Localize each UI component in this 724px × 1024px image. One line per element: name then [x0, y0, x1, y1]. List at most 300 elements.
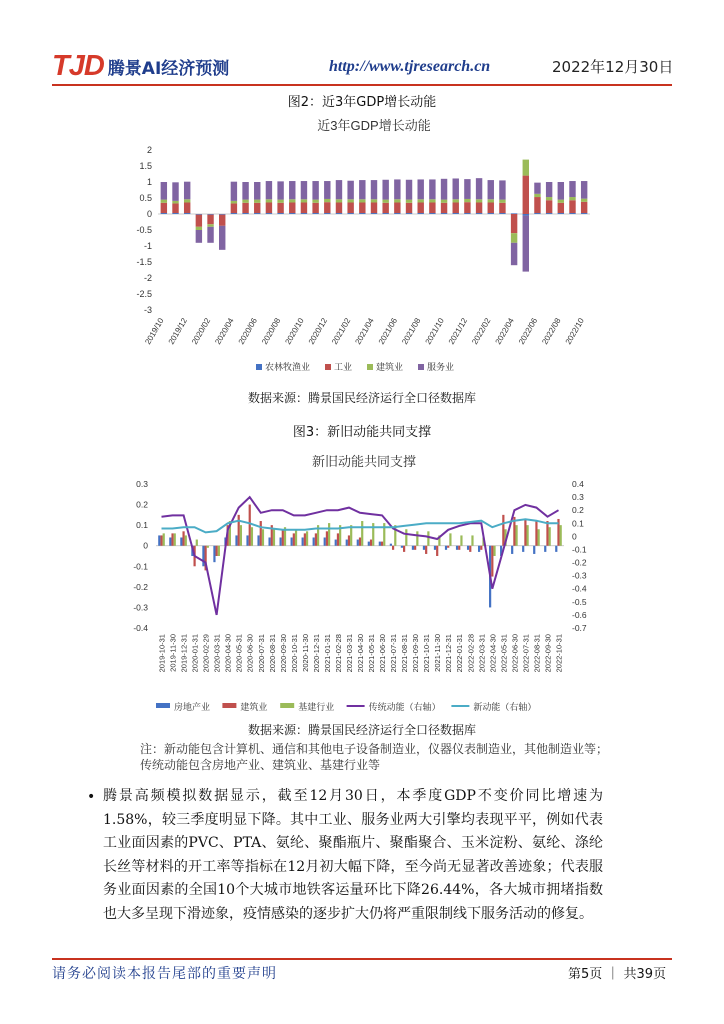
figure3-bar-2 — [260, 521, 262, 546]
figure2-bar-2 — [429, 202, 435, 213]
figure2-caption: 图2：近3年GDP增长动能 — [287, 95, 437, 110]
figure3-bar-1 — [511, 546, 513, 554]
figure2-bar-2 — [534, 197, 540, 213]
figure3-bar-2 — [425, 546, 427, 554]
figure3-xtick-label: 2022-04-30 — [488, 634, 498, 673]
figure2-bar-2 — [476, 202, 482, 213]
figure2-bar-3 — [534, 194, 540, 197]
figure2-bar-1 — [464, 213, 470, 214]
figure2-bar-2 — [301, 202, 307, 213]
figure2-ytick-label: -1 — [143, 241, 152, 251]
figure2-bar-1 — [499, 213, 505, 214]
figure2-bar-4 — [289, 181, 295, 199]
figure2-bar-1 — [196, 214, 202, 215]
figure2-bar-3 — [429, 199, 435, 202]
figure2-bar-4 — [394, 179, 400, 199]
figure3-xtick-label: 2022-01-31 — [455, 634, 465, 673]
company-logo — [52, 50, 229, 82]
figure2-bar-2 — [219, 215, 225, 226]
figure2-bar-3 — [441, 200, 447, 203]
figure2-bar-1 — [324, 213, 330, 214]
figure2-ytick-label: 1 — [146, 177, 152, 187]
figure2-ytick-label: -3 — [143, 305, 152, 315]
figure3-bar-1 — [390, 544, 392, 546]
logo-letters: TJD — [52, 49, 104, 82]
figure3-bar-2 — [326, 531, 328, 545]
figure2-xtick-label: 2021/08 — [400, 316, 423, 347]
figure3-xtick-label: 2020-03-31 — [212, 634, 222, 673]
figure3-bar-1 — [235, 535, 237, 545]
figure2-bar-4 — [569, 181, 575, 197]
figure2-bar-2 — [488, 202, 494, 213]
figure2-legend-label: 建筑业 — [376, 362, 404, 372]
figure3-bar-2 — [524, 519, 526, 546]
figure2-bar-4 — [172, 182, 178, 201]
figure2-xtick-label: 2022/08 — [540, 316, 563, 347]
figure3-bar-2 — [160, 535, 162, 545]
figure2-bar-2 — [172, 203, 178, 213]
figure2-bar-2 — [406, 203, 412, 213]
figure2-bar-4 — [359, 180, 365, 199]
figure3-chart — [124, 446, 604, 718]
figure2-bar-4 — [534, 183, 540, 194]
bullet-marker: • — [87, 789, 96, 805]
figure2-bar-4 — [312, 181, 318, 200]
figure2-bar-3 — [523, 160, 529, 176]
figure2-legend-swatch — [367, 364, 373, 370]
figure2-ytick-label: 0 — [146, 209, 152, 219]
figure2-bar-3 — [254, 200, 260, 203]
figure2-bar-1 — [207, 214, 213, 215]
figure3-legend-swatch — [280, 703, 294, 708]
figure2-bar-2 — [242, 203, 248, 213]
figure3-xtick-label: 2022-09-30 — [543, 634, 553, 673]
figure2-bar-3 — [207, 224, 213, 227]
figure3-bar-1 — [357, 540, 359, 546]
figure2-bar-2 — [289, 202, 295, 213]
figure2-bar-3 — [161, 200, 167, 203]
figure3-bar-2 — [491, 546, 493, 577]
figure2-bar-1 — [406, 213, 412, 214]
figure2-bar-1 — [219, 214, 225, 215]
figure3-bar-2 — [414, 546, 416, 550]
figure3-bar-3 — [460, 535, 462, 545]
page-number: 第5页 ｜ 共39页 — [568, 967, 667, 982]
figure2-bar-1 — [534, 213, 540, 214]
figure2-bar-2 — [417, 202, 423, 213]
figure2-bar-4 — [277, 181, 283, 199]
figure2-bar-4 — [219, 226, 225, 250]
figure3-bar-3 — [262, 529, 264, 545]
figure3-ytick-right: 0.3 — [572, 492, 584, 503]
figure3-xtick-label: 2020-11-30 — [300, 634, 310, 672]
figure2-xtick-label: 2020/10 — [283, 316, 306, 347]
figure2-xtick-label: 2021/10 — [423, 316, 446, 347]
figure3-bar-3 — [328, 523, 330, 546]
figure2-bar-1 — [511, 213, 517, 214]
figure2-bar-4 — [417, 179, 423, 199]
figure3-bar-1 — [257, 535, 259, 545]
figure3-bar-3 — [350, 525, 352, 546]
figure2-bar-3 — [301, 199, 307, 202]
figure2-bar-4 — [488, 180, 494, 199]
figure2-bar-3 — [371, 199, 377, 202]
figure3-xtick-label: 2019-10-31 — [157, 634, 167, 673]
figure3-xtick-label: 2020-12-31 — [311, 634, 321, 673]
figure3-xtick-label: 2022-08-31 — [532, 634, 542, 673]
figure2-xtick-label: 2021/06 — [376, 316, 400, 347]
figure3-bar-3 — [240, 525, 242, 546]
figure2-bar-2 — [161, 203, 167, 213]
figure2-bar-4 — [324, 181, 330, 199]
figure2-bar-3 — [476, 199, 482, 202]
figure2-bar-4 — [161, 182, 167, 200]
figure2-bar-2 — [359, 202, 365, 213]
figure2-bar-4 — [499, 180, 505, 199]
figure3-bar-2 — [293, 533, 295, 545]
figure2-bar-1 — [277, 213, 283, 214]
figure2-bar-2 — [207, 215, 213, 225]
figure2-bar-2 — [464, 202, 470, 213]
figure3-bar-1 — [313, 537, 315, 545]
figure3-bar-2 — [436, 546, 438, 556]
figure2-bar-1 — [254, 213, 260, 214]
figure2-bar-2 — [324, 202, 330, 213]
figure3-caption: 图3：新旧动能共同支撑 — [292, 425, 432, 440]
figure2-bar-1 — [371, 213, 377, 214]
figure3-bar-1 — [268, 537, 270, 545]
figure2-bar-2 — [499, 203, 505, 213]
figure2-bar-2 — [523, 176, 529, 214]
figure2-bar-3 — [453, 199, 459, 202]
figure2-bar-4 — [382, 180, 388, 200]
figure3-xtick-label: 2020-09-30 — [278, 634, 288, 673]
figure2-xtick-label: 2022/04 — [493, 316, 516, 347]
figure3-ytick-right: -0.1 — [572, 544, 587, 555]
figure2-bar-3 — [359, 199, 365, 202]
figure2-xtick-label: 2022/10 — [563, 316, 586, 347]
figure3-xtick-label: 2021-07-31 — [389, 634, 399, 673]
figure3-xtick-label: 2021-02-28 — [333, 634, 343, 673]
figure2-legend-label: 工业 — [334, 362, 353, 372]
figure3-bar-1 — [246, 535, 248, 545]
figure3-xtick-label: 2022-03-31 — [477, 634, 487, 673]
figure3-xtick-label: 2021-11-30 — [433, 634, 443, 672]
figure3-bar-3 — [416, 531, 418, 545]
figure2-bar-3 — [266, 199, 272, 202]
figure2-bar-4 — [511, 243, 517, 265]
figure2-bar-3 — [488, 199, 494, 202]
figure2-bar-2 — [196, 215, 202, 227]
figure2-bar-2 — [336, 202, 342, 213]
figure3-bar-2 — [249, 505, 251, 546]
figure3-legend-label: 房地产业 — [174, 702, 211, 712]
figure3-ytick-right: -0.5 — [572, 596, 587, 607]
figure2-bar-4 — [207, 227, 213, 243]
figure3-bar-1 — [401, 546, 403, 548]
figure3-bar-1 — [202, 546, 204, 567]
figure2-bar-3 — [406, 200, 412, 203]
figure2-bar-1 — [289, 213, 295, 214]
figure3-bar-3 — [218, 546, 220, 556]
figure2-bar-1 — [441, 213, 447, 214]
website-url[interactable]: http://www.tjresearch.cn — [329, 58, 491, 75]
figure3-bar-1 — [434, 546, 436, 550]
figure2-xtick-label: 2019/12 — [166, 316, 189, 347]
figure3-bar-1 — [522, 546, 524, 552]
figure2-bar-3 — [581, 199, 587, 202]
figure2-bar-4 — [523, 216, 529, 272]
figure2-bar-1 — [569, 213, 575, 214]
figure2-bar-1 — [417, 213, 423, 214]
figure3-bar-2 — [546, 521, 548, 546]
figure2-ytick-label: -2.5 — [136, 289, 152, 299]
figure2-bar-3 — [231, 201, 237, 204]
figure2-bar-3 — [184, 199, 190, 202]
figure3-xtick-label: 2020-04-30 — [223, 634, 233, 673]
figure3-bar-1 — [324, 537, 326, 545]
figure3-xtick-label: 2019-11-30 — [168, 634, 178, 672]
logo-name: 腾景AI经济预测 — [107, 58, 230, 79]
figure2-bar-4 — [196, 230, 202, 243]
figure3-source: 数据来源：腾景国民经济运行全口径数据库 — [247, 723, 476, 737]
figure3-bar-2 — [348, 535, 350, 545]
figure2-bar-4 — [266, 181, 272, 199]
figure3-bar-1 — [180, 537, 182, 545]
figure2-bar-4 — [336, 180, 342, 199]
figure2-bar-1 — [312, 213, 318, 214]
figure2-bar-1 — [184, 213, 190, 214]
footer-divider — [52, 958, 672, 960]
figure2-bar-1 — [336, 213, 342, 214]
figure3-bar-2 — [480, 546, 482, 550]
figure2-chart — [124, 108, 604, 386]
figure2-bar-4 — [347, 181, 353, 200]
figure-note: 注：新动能包含计算机、通信和其他电子设备制造业，仪器仪表制造业，其他制造业等；传统动能包含房地产业、建筑业、基建行业等 — [140, 742, 609, 772]
figure2-bar-2 — [382, 203, 388, 213]
figure2-bar-3 — [569, 197, 575, 200]
figure2-bar-1 — [488, 213, 494, 214]
figure2-legend-swatch — [418, 364, 424, 370]
figure3-bar-2 — [381, 542, 383, 546]
figure2-bar-2 — [453, 202, 459, 213]
figure3-ytick-right: -0.7 — [572, 623, 587, 633]
figure3-legend-label: 新动能（右轴） — [473, 702, 537, 712]
figure3-legend-swatch — [222, 703, 236, 708]
figure2-bar-4 — [242, 182, 248, 200]
figure3-xtick-label: 2021-12-31 — [444, 634, 454, 673]
figure2-xtick-label: 2019/10 — [143, 316, 166, 347]
figure2-bar-3 — [499, 200, 505, 203]
figure3-xtick-label: 2021-08-31 — [400, 634, 410, 673]
figure3-line-2 — [162, 519, 559, 532]
figure3-bar-2 — [171, 533, 173, 545]
figure3-bar-3 — [560, 525, 562, 546]
figure3-bar-3 — [273, 529, 275, 545]
figure3-xtick-label: 2020-10-31 — [289, 634, 299, 673]
figure3-bar-1 — [335, 540, 337, 546]
figure3-bar-1 — [213, 546, 215, 562]
figure2-bar-2 — [184, 202, 190, 213]
figure3-ytick-left: -0.3 — [133, 602, 148, 613]
figure2-legend-swatch — [256, 364, 262, 370]
figure2-xtick-label: 2022/06 — [516, 316, 540, 347]
figure2-ytick-label: 1.5 — [139, 161, 152, 171]
figure3-bar-2 — [392, 546, 394, 550]
figure2-ytick-label: -0.5 — [136, 225, 152, 235]
figure2-bar-1 — [161, 213, 167, 214]
figure3-xtick-label: 2021-06-30 — [378, 634, 388, 673]
figure2-legend-swatch — [325, 364, 331, 370]
figure3-ytick-right: 0.1 — [572, 518, 584, 529]
figure2-legend-label: 农林牧渔业 — [265, 362, 311, 372]
figure3-bar-3 — [538, 529, 540, 545]
figure2-bar-2 — [441, 203, 447, 213]
figure2-bar-3 — [394, 199, 400, 202]
figure2-bar-2 — [511, 214, 517, 233]
figure2-bar-4 — [441, 179, 447, 200]
figure2-bar-1 — [301, 213, 307, 214]
figure2-source: 数据来源：腾景国民经济运行全口径数据库 — [247, 391, 476, 405]
header-divider — [52, 84, 672, 86]
figure2-bar-3 — [511, 233, 517, 243]
figure2-bar-3 — [196, 227, 202, 230]
figure2-bar-4 — [464, 179, 470, 199]
figure2-bar-1 — [266, 213, 272, 214]
figure2-ytick-label: -1.5 — [136, 257, 152, 267]
figure3-bar-1 — [368, 542, 370, 546]
figure3-bar-2 — [458, 546, 460, 550]
figure3-bar-3 — [493, 546, 495, 556]
figure2-bar-3 — [242, 200, 248, 203]
figure3-ytick-right: 0.4 — [572, 479, 584, 489]
figure2-xtick-label: 2021/12 — [446, 316, 470, 347]
figure2-bar-3 — [336, 199, 342, 202]
figure2-bar-1 — [558, 213, 564, 214]
figure2-bar-3 — [382, 200, 388, 203]
figure2-bar-3 — [324, 199, 330, 202]
figure2-bar-4 — [453, 178, 459, 199]
figure2-ytick-label: 2 — [146, 145, 152, 155]
figure2-bar-2 — [569, 200, 575, 213]
figure3-ytick-left: -0.1 — [133, 561, 148, 572]
figure2-legend-label: 服务业 — [427, 362, 455, 372]
figure2-bar-1 — [242, 213, 248, 214]
figure2-bar-4 — [558, 182, 564, 200]
figure2-bar-3 — [289, 199, 295, 202]
figure2-bar-3 — [464, 199, 470, 202]
figure2-bar-4 — [301, 181, 307, 199]
figure2-bar-2 — [371, 202, 377, 213]
figure3-bar-1 — [423, 546, 425, 550]
figure3-xtick-label: 2021-10-31 — [422, 634, 432, 673]
figure3-bar-1 — [445, 546, 447, 550]
figure3-bar-2 — [469, 546, 471, 552]
figure2-bar-3 — [277, 200, 283, 203]
figure2-bar-3 — [347, 199, 353, 202]
figure2-bar-1 — [546, 213, 552, 214]
figure2-xtick-label: 2020/04 — [213, 316, 236, 347]
figure2-bar-4 — [254, 182, 260, 200]
figure3-bar-2 — [502, 515, 504, 546]
figure2-bar-3 — [558, 200, 564, 203]
page-header — [0, 0, 724, 86]
figure3-xtick-label: 2021-09-30 — [411, 634, 421, 673]
figure3-bar-3 — [163, 533, 165, 545]
figure2-bar-1 — [453, 213, 459, 214]
figure3-ytick-left: -0.2 — [133, 581, 148, 592]
figure2-bar-2 — [312, 203, 318, 213]
figure3-ytick-left: 0 — [143, 540, 148, 551]
figure3-bar-3 — [527, 525, 529, 546]
figure3-ytick-right: -0.4 — [572, 583, 587, 594]
figure3-bar-2 — [282, 529, 284, 545]
figure3-bar-1 — [555, 546, 557, 552]
figure3-bar-1 — [467, 546, 469, 550]
figure2-bar-1 — [394, 213, 400, 214]
figure3-bar-1 — [346, 540, 348, 546]
figure3-bar-1 — [169, 537, 171, 545]
figure3-bar-1 — [412, 546, 414, 550]
figure2-bar-4 — [371, 180, 377, 199]
figure3-bar-1 — [456, 546, 458, 550]
figure2-bar-2 — [231, 203, 237, 213]
figure2-bar-2 — [254, 203, 260, 213]
figure2-title: 近3年GDP增长动能 — [317, 118, 431, 133]
figure2-bar-1 — [382, 213, 388, 214]
figure2-bar-2 — [546, 200, 552, 213]
figure3-xtick-label: 2020-05-31 — [234, 634, 244, 673]
figure3-xtick-label: 2020-08-31 — [267, 634, 277, 673]
figure3-bar-2 — [315, 533, 317, 545]
figure2-bar-3 — [417, 199, 423, 202]
figure3-xtick-label: 2020-02-29 — [201, 634, 211, 673]
figure2-bar-1 — [231, 213, 237, 214]
figure2-ytick-label: 0.5 — [139, 193, 152, 203]
figure2-bar-2 — [266, 202, 272, 213]
figure3-bar-1 — [158, 535, 160, 545]
figure3-ytick-right: -0.6 — [572, 609, 587, 620]
figure3-bar-1 — [302, 537, 304, 545]
figure2-bar-1 — [523, 214, 529, 216]
figure3-bar-3 — [471, 535, 473, 545]
figure2-bar-1 — [359, 213, 365, 214]
figure2-bar-2 — [394, 202, 400, 213]
figure2-xtick-label: 2020/12 — [306, 316, 330, 347]
figure3-xtick-label: 2020-01-31 — [190, 634, 200, 673]
figure3-bar-3 — [405, 529, 407, 545]
figure3-bar-2 — [535, 521, 537, 546]
figure3-bar-2 — [370, 540, 372, 546]
disclaimer-notice: 请务必阅读本报告尾部的重要声明 — [52, 966, 277, 982]
figure2-xtick-label: 2020/06 — [236, 316, 259, 347]
figure3-xtick-label: 2020-06-30 — [245, 634, 255, 673]
figure2-xtick-label: 2021/04 — [353, 316, 376, 347]
figure3-bar-1 — [379, 542, 381, 546]
report-date: 2022年12月30日 — [552, 58, 674, 76]
figure3-xtick-label: 2022-06-30 — [510, 634, 520, 673]
figure3-xtick-label: 2019-12-31 — [179, 634, 189, 673]
figure3-bar-3 — [185, 535, 187, 545]
figure3-xtick-label: 2020-07-31 — [256, 634, 266, 673]
figure3-xtick-label: 2021-01-31 — [322, 634, 332, 673]
figure3-legend-label: 传统动能（右轴） — [368, 702, 441, 712]
figure3-bar-2 — [182, 531, 184, 545]
figure3-title: 新旧动能共同支撑 — [311, 454, 417, 469]
figure3-legend-label: 建筑业 — [240, 702, 268, 712]
figure3-ytick-right: 0 — [572, 531, 577, 542]
figure3-ytick-right: -0.3 — [572, 570, 587, 581]
